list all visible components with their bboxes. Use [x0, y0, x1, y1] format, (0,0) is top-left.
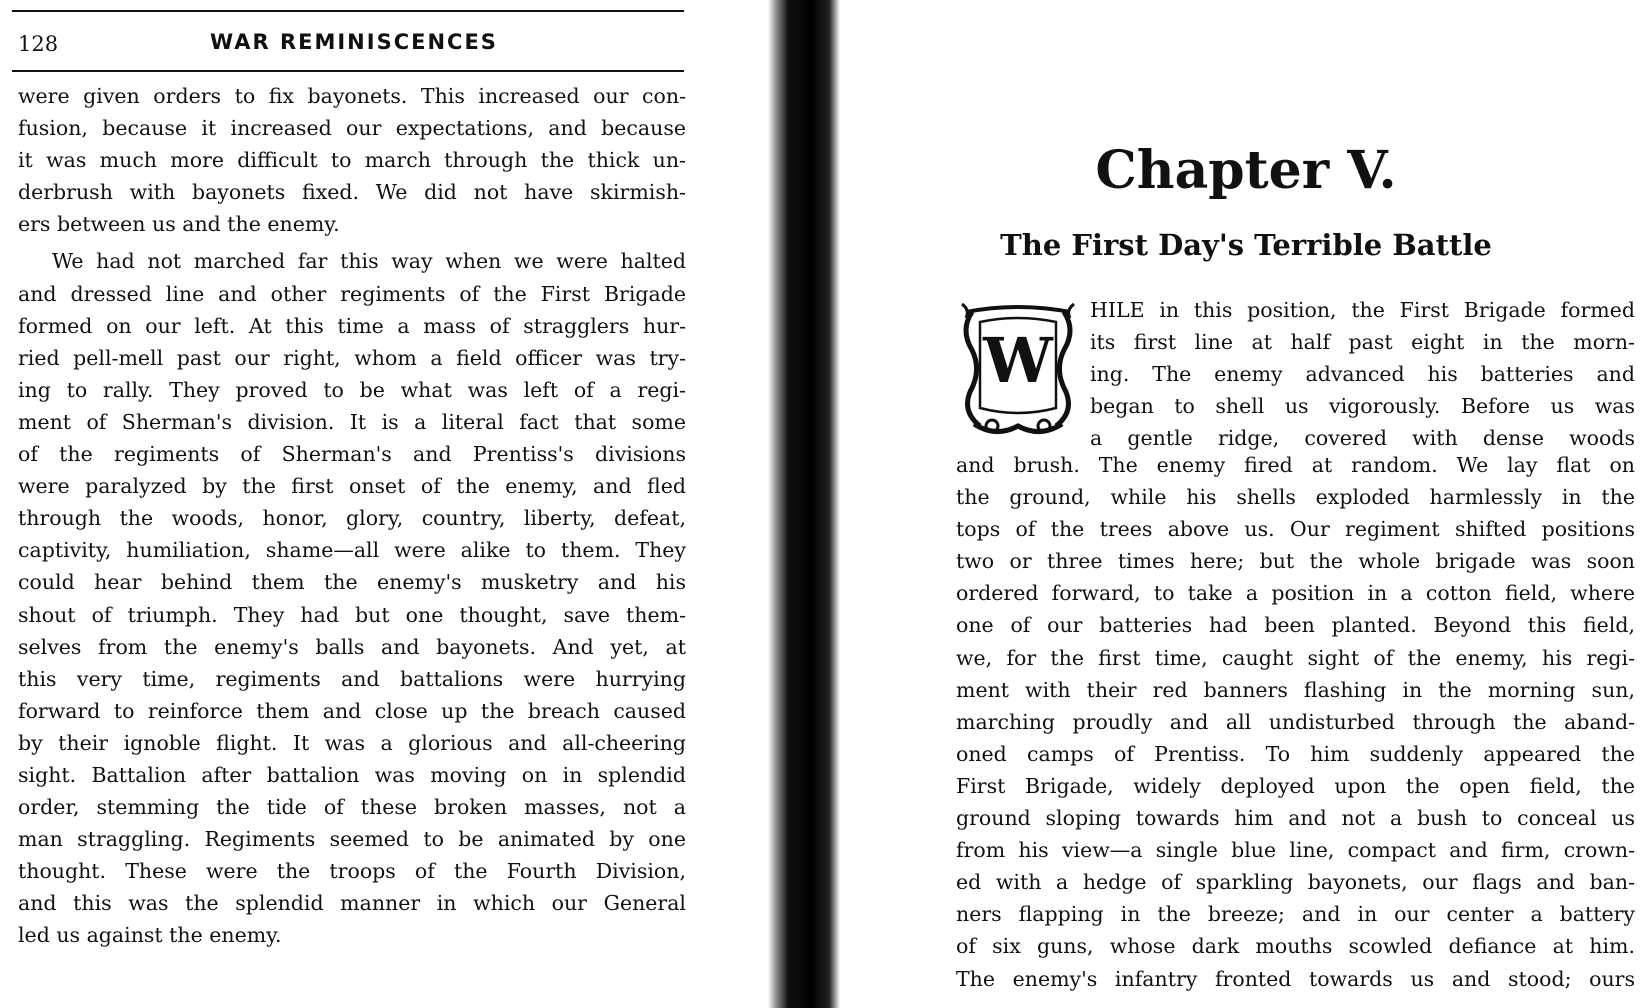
text-line: the ground, while his shells exploded harmlessly in the	[956, 485, 1635, 510]
right-body-text-narrow	[1090, 294, 1635, 454]
text-line: ing to rally. They proved to be what was left of a regi-	[18, 377, 686, 402]
chapter-subtitle: The First Day's Terrible Battle	[1000, 228, 1492, 262]
text-line: thought. These were the troops of the Fourth Division,	[18, 859, 686, 884]
text-line: ment with their red banners flashing in the morning sun,	[956, 677, 1635, 702]
right-body-text-wide	[956, 449, 1635, 995]
right-page	[840, 0, 1652, 1008]
text-line: order, stemming the tide of these broken masses, not a	[18, 795, 686, 820]
text-line: ners flapping in the breeze; and in our center a battery	[956, 902, 1635, 927]
text-line: marching proudly and all undisturbed through the aband-	[956, 709, 1635, 734]
text-line: a gentle ridge, covered with dense woods	[1090, 426, 1635, 451]
text-line: ment of Sherman's division. It is a literal fact that some	[18, 409, 686, 434]
ornamental-drop-cap	[956, 300, 1080, 440]
text-line: selves from the enemy's balls and bayonets. And yet, at	[18, 634, 686, 659]
paragraph-2	[18, 245, 686, 951]
text-line: fusion, because it increased our expectations, and because	[18, 116, 686, 141]
text-line: shout of triumph. They had but one thought, save them-	[18, 602, 686, 627]
text-line: led us against the enemy.	[18, 923, 282, 948]
text-line: through the woods, honor, glory, country, liberty, defeat,	[18, 506, 686, 531]
text-line: two or three times here; but the whole brigade was soon	[956, 549, 1635, 574]
left-page	[0, 0, 730, 1008]
text-line: of the regiments of Sherman's and Prentiss's divisions	[18, 442, 686, 467]
text-line: ing. The enemy advanced his batteries and	[1090, 362, 1635, 387]
text-line: oned camps of Prentiss. To him suddenly appeared the	[956, 741, 1635, 766]
text-line: tops of the trees above us. Our regiment shifted positions	[956, 517, 1635, 542]
text-line: man straggling. Regiments seemed to be animated by one	[18, 827, 686, 852]
text-line: this very time, regiments and battalions were hurrying	[18, 666, 686, 691]
text-line: ground sloping towards him and not a bush to conceal us	[956, 806, 1635, 831]
left-body-text	[18, 80, 686, 952]
text-line: and dressed line and other regiments of the First Brigade	[18, 281, 686, 306]
text-line: we, for the first time, caught sight of the enemy, his regi-	[956, 645, 1635, 670]
text-line: We had not marched far this way when we were halted	[52, 249, 686, 274]
text-line: by their ignoble flight. It was a glorious and all-cheering	[18, 730, 686, 755]
text-line: formed on our left. At this time a mass of stragglers hur-	[18, 313, 686, 338]
text-line: derbrush with bayonets fixed. We did not have skirmish-	[18, 180, 686, 205]
text-line: and brush. The enemy fired at random. We lay flat on	[956, 453, 1635, 477]
drop-cap-letter: W	[983, 324, 1053, 397]
text-line: were given orders to fix bayonets. This increased our con-	[18, 84, 686, 108]
text-line: and this was the splendid manner in which our General	[18, 891, 686, 916]
text-line: from his view—a single blue line, compact and firm, crown-	[956, 838, 1635, 863]
text-line: its first line at half past eight in the morn-	[1090, 330, 1635, 355]
header-rule-top	[12, 10, 684, 12]
text-line: it was much more difficult to march through the thick un-	[18, 148, 686, 173]
text-line: were paralyzed by the first onset of the enemy, and fled	[18, 474, 686, 499]
text-line: one of our batteries had been planted. Beyond this field,	[956, 613, 1635, 638]
page-number: 128	[18, 32, 59, 56]
text-line: The enemy's infantry fronted towards us and stood; ours	[956, 966, 1635, 991]
text-line: ed with a hedge of sparkling bayonets, our flags and ban-	[956, 870, 1635, 895]
text-line: forward to reinforce them and close up the breach caused	[18, 698, 686, 723]
text-line: ers between us and the enemy.	[18, 212, 340, 237]
text-line: could hear behind them the enemy's musketry and his	[18, 570, 686, 595]
text-line: First Brigade, widely deployed upon the open field, the	[956, 773, 1635, 798]
text-line: ordered forward, to take a position in a cotton field, where	[956, 581, 1635, 606]
text-line: sight. Battalion after battalion was moving on in splendid	[18, 762, 686, 787]
book-gutter-shadow	[768, 0, 840, 1008]
chapter-title: Chapter V.	[1095, 140, 1397, 201]
text-line: began to shell us vigorously. Before us was	[1090, 394, 1635, 419]
text-line: captivity, humiliation, shame—all were alike to them. They	[18, 538, 686, 563]
text-line: of six guns, whose dark mouths scowled defiance at him.	[956, 934, 1635, 959]
running-head: WAR REMINISCENCES	[210, 30, 498, 54]
text-line: HILE in this position, the First Brigade formed	[1090, 298, 1635, 322]
header-rule-bottom	[12, 70, 684, 72]
text-line: ried pell-mell past our right, whom a field officer was try-	[18, 345, 686, 370]
paragraph-1	[18, 80, 686, 240]
